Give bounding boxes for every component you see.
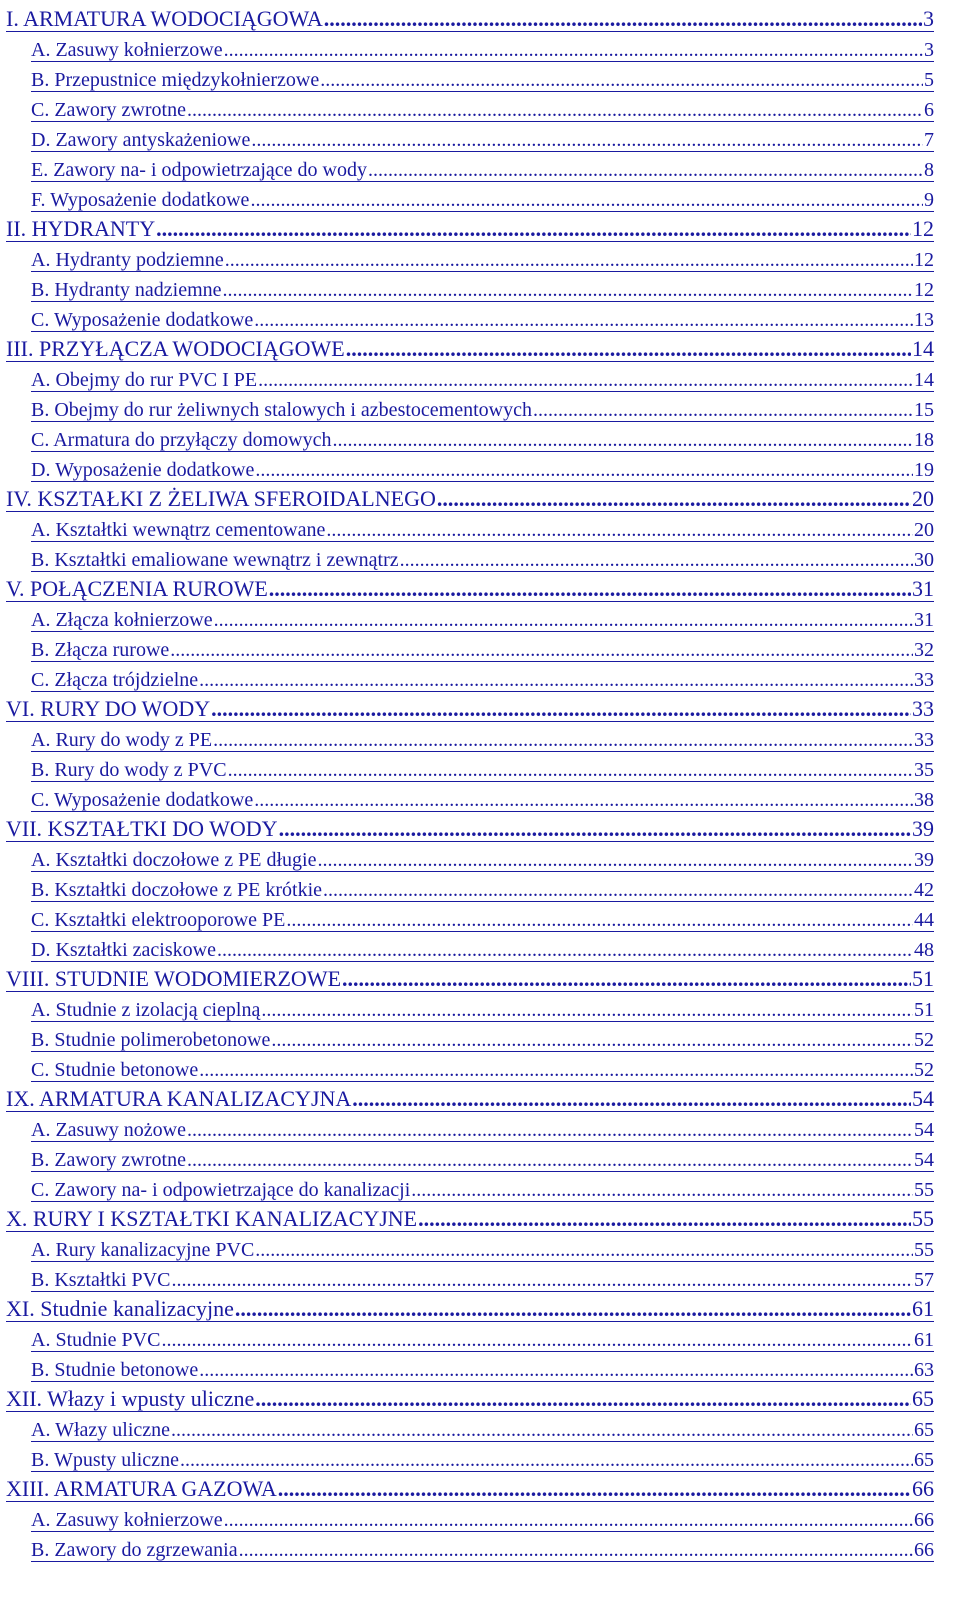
toc-entry-label: VIII. STUDNIE WODOMIERZOWE [6, 966, 342, 991]
toc-page-number: 66 [914, 1539, 934, 1561]
toc-entry-label: D. Zawory antyskażeniowe [31, 129, 251, 151]
toc-entry-label: B. Złącza rurowe [31, 639, 170, 661]
toc-subsection-link[interactable] [31, 1532, 934, 1562]
toc-subsection-link[interactable] [31, 1052, 934, 1082]
dot-leader [320, 70, 923, 90]
dot-leader [255, 1240, 913, 1260]
toc-entry-label: C. Wyposażenie dodatkowe [31, 309, 254, 331]
toc-entry-label: C. Kształtki elektrooporowe PE [31, 909, 286, 931]
toc-section-link[interactable] [6, 1082, 934, 1112]
toc-page-number: 61 [912, 1296, 934, 1321]
toc-page-number: 52 [914, 1059, 934, 1081]
toc-entry-label: C. Armatura do przyłączy domowych [31, 429, 332, 451]
dot-leader [187, 1150, 913, 1170]
toc-page-number: 33 [914, 669, 934, 691]
dot-leader [211, 698, 911, 720]
toc-page-number: 39 [914, 849, 934, 871]
toc-entry-label: A. Kształtki wewnątrz cementowane [31, 519, 326, 541]
toc-subsection-link[interactable] [31, 422, 934, 452]
dot-leader [279, 818, 911, 840]
toc-entry-label: B. Wpusty uliczne [31, 1449, 179, 1471]
toc-entry-label: A. Rury kanalizacyjne PVC [31, 1239, 255, 1261]
dot-leader [250, 190, 923, 210]
toc-entry-label: B. Zawory zwrotne [31, 1149, 186, 1171]
toc-page-number: 35 [914, 759, 934, 781]
toc-page-number: 57 [914, 1269, 934, 1291]
toc-subsection-link[interactable] [31, 92, 934, 122]
toc-section-link[interactable] [6, 962, 934, 992]
dot-leader [533, 400, 913, 420]
dot-leader [199, 1360, 913, 1380]
toc-entry-label: C. Zawory na- i odpowietrzające do kanalizacji [31, 1179, 411, 1201]
dot-leader [170, 640, 913, 660]
dot-leader [223, 280, 914, 300]
toc-entry-label: A. Hydranty podziemne [31, 249, 224, 271]
toc-subsection-link[interactable] [31, 542, 934, 572]
toc-entry-label: E. Zawory na- i odpowietrzające do wody [31, 159, 367, 181]
toc-page-number: 12 [912, 216, 934, 241]
dot-leader [251, 130, 923, 150]
toc-page-number: 66 [914, 1509, 934, 1531]
toc-page-number: 12 [914, 279, 934, 301]
toc-page-number: 14 [914, 369, 934, 391]
toc-subsection-link[interactable] [31, 662, 934, 692]
toc-subsection-link[interactable] [31, 62, 934, 92]
toc-subsection-link[interactable] [31, 1442, 934, 1472]
toc-page-number: 51 [912, 966, 934, 991]
toc-page-number: 32 [914, 639, 934, 661]
toc-section-link[interactable] [6, 1382, 934, 1412]
dot-leader [286, 910, 913, 930]
dot-leader [254, 310, 913, 330]
toc-entry-label: B. Studnie polimerobetonowe [31, 1029, 271, 1051]
toc-subsection-link[interactable] [31, 1352, 934, 1382]
toc-page-number: 31 [914, 609, 934, 631]
dot-leader [342, 968, 911, 990]
toc-section-link[interactable] [6, 1292, 934, 1322]
toc-page-number: 8 [924, 159, 934, 181]
toc-subsection-link[interactable] [31, 1262, 934, 1292]
toc-subsection-link[interactable] [31, 842, 934, 872]
toc-subsection-link[interactable] [31, 722, 934, 752]
dot-leader [187, 100, 923, 120]
toc-section-link[interactable] [6, 1202, 934, 1232]
dot-leader [199, 1060, 913, 1080]
toc-section-link[interactable] [6, 692, 934, 722]
toc-page-number: 54 [914, 1149, 934, 1171]
toc-page-number: 14 [912, 336, 934, 361]
toc-page-number: 30 [914, 549, 934, 571]
toc-page-number: 65 [914, 1419, 934, 1441]
dot-leader [411, 1180, 913, 1200]
toc-subsection-link[interactable] [31, 1112, 934, 1142]
dot-leader [261, 1000, 913, 1020]
toc-page-number: 39 [912, 816, 934, 841]
toc-entry-label: B. Rury do wody z PVC [31, 759, 227, 781]
dot-leader [235, 1298, 911, 1320]
toc-page-number: 55 [914, 1179, 934, 1201]
dot-leader [323, 880, 913, 900]
toc-subsection-link[interactable] [31, 392, 934, 422]
dot-leader [346, 338, 911, 360]
toc-page-number: 38 [914, 789, 934, 811]
toc-page-number: 6 [924, 99, 934, 121]
toc-subsection-link[interactable] [31, 1142, 934, 1172]
dot-leader [352, 1088, 911, 1110]
dot-leader [224, 40, 923, 60]
toc-entry-label: D. Kształtki zaciskowe [31, 939, 216, 961]
toc-page-number: 31 [912, 576, 934, 601]
dot-leader [213, 730, 913, 750]
toc-entry-label: X. RURY I KSZTAŁTKI KANALIZACYJNE [6, 1206, 418, 1231]
toc-page-number: 54 [914, 1119, 934, 1141]
dot-leader [269, 578, 911, 600]
toc-subsection-link[interactable] [31, 902, 934, 932]
toc-page-number: 54 [912, 1086, 934, 1111]
dot-leader [437, 488, 911, 510]
dot-leader [156, 218, 911, 240]
toc-subsection-link[interactable] [31, 1022, 934, 1052]
toc-subsection-link[interactable] [31, 1412, 934, 1442]
toc-section-link[interactable] [6, 2, 934, 32]
toc-entry-label: A. Studnie PVC [31, 1329, 161, 1351]
toc-page-number: 55 [912, 1206, 934, 1231]
toc-page-number: 12 [914, 249, 934, 271]
toc-subsection-link[interactable] [31, 1232, 934, 1262]
toc-section-link[interactable] [6, 1472, 934, 1502]
toc-entry-label: A. Włazy uliczne [31, 1419, 171, 1441]
toc-page-number: 61 [914, 1329, 934, 1351]
toc-page-number: 19 [914, 459, 934, 481]
toc-subsection-link[interactable] [31, 512, 934, 542]
toc-subsection-link[interactable] [31, 1502, 934, 1532]
toc-subsection-link[interactable] [31, 872, 934, 902]
toc-page-number: 55 [914, 1239, 934, 1261]
toc-page-number: 42 [914, 879, 934, 901]
toc-entry-label: A. Kształtki doczołowe z PE długie [31, 849, 317, 871]
dot-leader [217, 940, 913, 960]
dot-leader [368, 160, 923, 180]
toc-entry-label: V. POŁĄCZENIA RUROWE [6, 576, 268, 601]
toc-page-number: 20 [912, 486, 934, 511]
dot-leader [278, 1478, 911, 1500]
toc-subsection-link[interactable] [31, 272, 934, 302]
toc-entry-label: II. HYDRANTY [6, 216, 156, 241]
dot-leader [326, 520, 913, 540]
dot-leader [255, 460, 913, 480]
dot-leader [400, 550, 913, 570]
dot-leader [318, 850, 914, 870]
toc-page-number: 52 [914, 1029, 934, 1051]
toc-entry-label: C. Wyposażenie dodatkowe [31, 789, 254, 811]
toc-subsection-link[interactable] [31, 752, 934, 782]
dot-leader [161, 1330, 913, 1350]
toc-entry-label: IX. ARMATURA KANALIZACYJNA [6, 1086, 352, 1111]
dot-leader [254, 790, 913, 810]
toc-entry-label: XI. Studnie kanalizacyjne [6, 1296, 234, 1321]
toc-entry-label: A. Zasuwy kołnierzowe [31, 1509, 223, 1531]
toc-entry-label: B. Hydranty nadziemne [31, 279, 222, 301]
toc-subsection-link[interactable] [31, 1172, 934, 1202]
toc-entry-label: B. Kształtki PVC [31, 1269, 171, 1291]
toc-page-number: 63 [914, 1359, 934, 1381]
dot-leader [171, 1270, 913, 1290]
toc-entry-label: XIII. ARMATURA GAZOWA [6, 1476, 277, 1501]
toc-page-number: 9 [924, 189, 934, 211]
toc-entry-label: B. Kształtki emaliowane wewnątrz i zewnątrz [31, 549, 399, 571]
toc-page-number: 44 [914, 909, 934, 931]
toc-entry-label: D. Wyposażenie dodatkowe [31, 459, 255, 481]
toc-entry-label: B. Przepustnice międzykołnierzowe [31, 69, 320, 91]
toc-entry-label: I. ARMATURA WODOCIĄGOWA [6, 6, 323, 31]
toc-subsection-link[interactable] [31, 452, 934, 482]
toc-entry-label: C. Złącza trójdzielne [31, 669, 199, 691]
toc-page-number: 13 [914, 309, 934, 331]
toc-section-link[interactable] [6, 332, 934, 362]
dot-leader [324, 8, 922, 30]
dot-leader [187, 1120, 913, 1140]
toc-page-number: 51 [914, 999, 934, 1021]
toc-section-link[interactable] [6, 482, 934, 512]
toc-page-number: 33 [914, 729, 934, 751]
toc-page-number: 3 [923, 6, 934, 31]
toc-entry-label: XII. Włazy i wpusty uliczne [6, 1386, 255, 1411]
toc-entry-label: B. Obejmy do rur żeliwnych stalowych i azbestocementowych [31, 399, 532, 421]
toc-subsection-link[interactable] [31, 362, 934, 392]
dot-leader [239, 1540, 913, 1560]
toc-page-number: 18 [914, 429, 934, 451]
dot-leader [214, 610, 913, 630]
toc-subsection-link[interactable] [31, 122, 934, 152]
toc-page-number: 33 [912, 696, 934, 721]
toc-subsection-link[interactable] [31, 932, 934, 962]
toc-page-number: 66 [912, 1476, 934, 1501]
toc-page-number: 48 [914, 939, 934, 961]
toc-section-link[interactable] [6, 572, 934, 602]
dot-leader [418, 1208, 911, 1230]
toc-entry-label: A. Zasuwy kołnierzowe [31, 39, 223, 61]
dot-leader [225, 250, 913, 270]
toc-page-number: 20 [914, 519, 934, 541]
toc-page-number: 5 [924, 69, 934, 91]
toc-subsection-link[interactable] [31, 182, 934, 212]
dot-leader [255, 1388, 911, 1410]
dot-leader [258, 370, 913, 390]
toc-subsection-link[interactable] [31, 242, 934, 272]
toc-page-number: 3 [924, 39, 934, 61]
toc-page-number: 65 [914, 1449, 934, 1471]
toc-subsection-link[interactable] [31, 602, 934, 632]
toc-entry-label: III. PRZYŁĄCZA WODOCIĄGOWE [6, 336, 345, 361]
toc-entry-label: F. Wyposażenie dodatkowe [31, 189, 250, 211]
toc-page-number: 15 [914, 399, 934, 421]
toc-page-number: 65 [912, 1386, 934, 1411]
toc-entry-label: VII. KSZTAŁTKI DO WODY [6, 816, 278, 841]
toc-subsection-link[interactable] [31, 152, 934, 182]
toc-subsection-link[interactable] [31, 1322, 934, 1352]
dot-leader [171, 1420, 913, 1440]
dot-leader [199, 670, 913, 690]
toc-subsection-link[interactable] [31, 302, 934, 332]
dot-leader [271, 1030, 913, 1050]
toc-entry-label: VI. RURY DO WODY [6, 696, 211, 721]
toc-entry-label: A. Rury do wody z PE [31, 729, 213, 751]
toc-entry-label: B. Zawory do zgrzewania [31, 1539, 238, 1561]
toc-section-link[interactable] [6, 812, 934, 842]
dot-leader [180, 1450, 913, 1470]
toc-entry-label: IV. KSZTAŁKI Z ŻELIWA SFEROIDALNEGO [6, 486, 436, 511]
toc-entry-label: A. Studnie z izolacją cieplną [31, 999, 261, 1021]
dot-leader [332, 430, 913, 450]
toc-subsection-link[interactable] [31, 632, 934, 662]
toc-entry-label: B. Kształtki doczołowe z PE krótkie [31, 879, 323, 901]
toc-subsection-link[interactable] [31, 992, 934, 1022]
toc-entry-label: B. Studnie betonowe [31, 1359, 199, 1381]
toc-entry-label: A. Zasuwy nożowe [31, 1119, 186, 1141]
dot-leader [228, 760, 913, 780]
toc-subsection-link[interactable] [31, 32, 934, 62]
toc-entry-label: A. Obejmy do rur PVC I PE [31, 369, 258, 391]
toc-entry-label: C. Zawory zwrotne [31, 99, 186, 121]
toc-entry-label: A. Złącza kołnierzowe [31, 609, 213, 631]
dot-leader [224, 1510, 913, 1530]
toc-subsection-link[interactable] [31, 782, 934, 812]
toc-entry-label: C. Studnie betonowe [31, 1059, 199, 1081]
toc-section-link[interactable] [6, 212, 934, 242]
toc-page-number: 7 [924, 129, 934, 151]
